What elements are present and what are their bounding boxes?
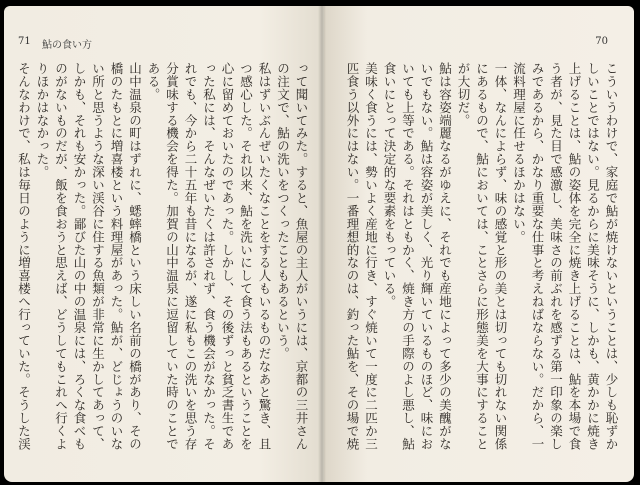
right-page-number: 70 xyxy=(595,36,608,47)
book-gutter-shadow xyxy=(318,6,326,482)
paragraph: 一体、なんによらず、味の感覚と形の美とは切っても切れない関係にあるもので、鮎においては、ことさらに形態美を大事にすることが大切だ。 xyxy=(456,62,508,451)
left-page-number: 71 xyxy=(18,36,31,47)
paragraph: 鮎は容姿端麗なるがゆえに、それでも産地によって多少の美醜がないでもない。鮎は容姿が美しく、光り輝いているものほど、味においても上等である。それはともかく、焼き方の手際のよし悪し、鮎食いにとって決定的な要素をもっている。 xyxy=(382,62,453,451)
paragraph: って聞いてみた。すると、魚屋の主人がいうには、京都の三井さんの注文で、鮎の洗いをつくったこともあるという。 xyxy=(275,62,309,451)
right-page-body xyxy=(342,62,620,462)
paragraph: そんなわけで、私は毎日のように増喜楼へ行っていた。そうした渓 xyxy=(16,62,32,451)
running-title: 鮎の食い方 xyxy=(42,40,92,51)
paragraph: 美味く食うには、勢いよく産地に行き、すぐ焼いて一度に二匹か三匹食う以外にはない。一番理想的なのは、釣った鮎を、その場で焼 xyxy=(345,62,379,451)
left-page-body xyxy=(14,62,310,462)
right-page xyxy=(324,6,634,482)
paragraph: 私はずいぶんぜいたくなことをする人もいるものだなあと驚き、且つ感心した。それ以来、鮎を洗いにして食う法もあるということを心に留めておいたのであった。しかし、その後ずっと貧乏書生であった私には、そんなぜいたくは許されず、食う機会がなかった。それでも、今から二十五年も昔になるが、遂に私もこの洗いを思う存分賞味する機会を得た。加賀の山中温泉に逗留していた時のことである。 xyxy=(146,62,272,451)
paragraph: こういうわけで、家庭で鮎が焼けないということは、少しも恥ずかしいことではない。見るからに美味そうに、しかも、黄かかに焼き上げることは、鮎の姿体を完全に焼き上げることは、鮎を本場で食う者が、見た目で感激し、美味さの前ぶれを感ずる第一印象の楽しみであるから、かなり重要な仕事と考えねばならない。だから、一流料理屋に任せるほかはない。 xyxy=(511,62,619,451)
paragraph: 山中温泉の町はずれに、蟋蟀橋という床しい名前の橋があり、その橋のたもとに増喜楼という料理屋があった。鮎が、どじょうのいない所と思うような深い渓谷に住する魚類が非常に生かしてあって、しかも、それも安かった。鄙びた山の中の温泉には、ろくな食べものがないものだが、飯を食おうと思えば、どうしてもこれへ行くよりほかはなかった。 xyxy=(35,62,143,451)
left-page xyxy=(4,6,324,482)
